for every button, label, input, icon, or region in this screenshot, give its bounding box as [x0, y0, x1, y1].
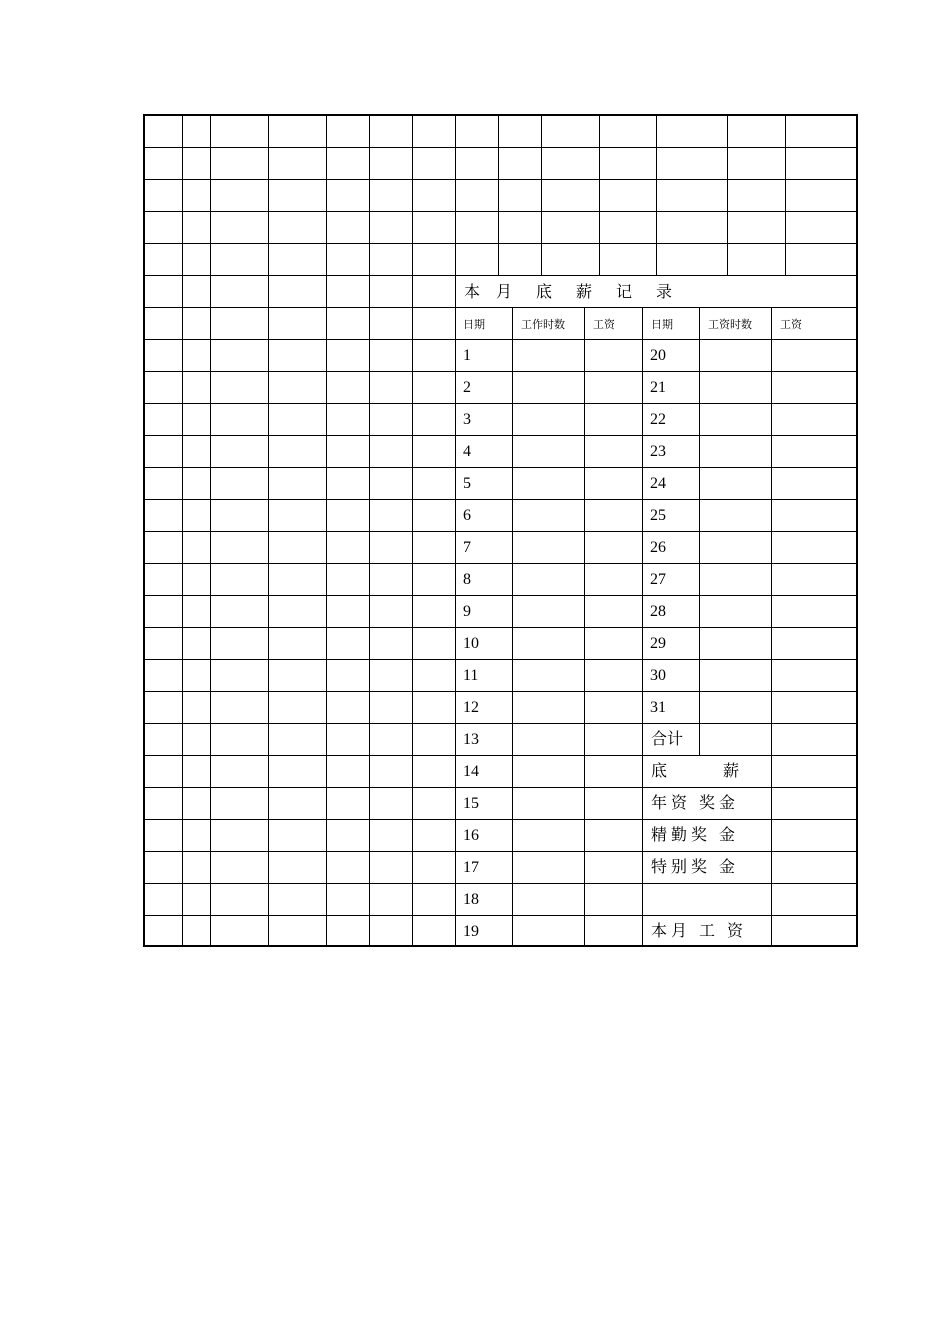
- date-cell: 7: [463, 539, 471, 556]
- row-divider: [144, 595, 857, 596]
- row-divider: [144, 371, 857, 372]
- row-divider: [144, 563, 857, 564]
- date-cell: 14: [463, 763, 479, 780]
- column-divider: [771, 307, 772, 946]
- table-border-bottom: [143, 945, 858, 947]
- summary-label: 底 薪: [651, 763, 740, 780]
- date-cell: 22: [650, 411, 666, 428]
- date-cell: 24: [650, 475, 666, 492]
- column-divider: [268, 115, 269, 946]
- date-cell: 17: [463, 859, 479, 876]
- row-divider: [144, 147, 857, 148]
- row-divider: [144, 915, 857, 916]
- row-divider: [144, 467, 857, 468]
- column-header: 工资时数: [708, 319, 752, 331]
- summary-label: 特 别 奖 金: [651, 859, 736, 876]
- date-cell: 5: [463, 475, 471, 492]
- row-divider: [144, 339, 857, 340]
- date-cell: 6: [463, 507, 471, 524]
- date-cell: 25: [650, 507, 666, 524]
- column-divider: [785, 115, 786, 275]
- date-cell: 30: [650, 667, 666, 684]
- date-cell: 27: [650, 571, 666, 588]
- row-divider: [144, 499, 857, 500]
- date-cell: 19: [463, 923, 479, 940]
- column-header: 工作时数: [521, 319, 565, 331]
- date-cell: 11: [463, 667, 479, 684]
- column-header: 日期: [463, 319, 485, 331]
- date-cell: 12: [463, 699, 479, 716]
- column-divider: [412, 115, 413, 946]
- date-cell: 31: [650, 699, 666, 716]
- row-divider: [144, 659, 857, 660]
- date-cell: 1: [463, 347, 471, 364]
- column-divider: [498, 115, 499, 275]
- row-divider: [144, 211, 857, 212]
- row-divider: [144, 307, 857, 308]
- date-cell: 9: [463, 603, 471, 620]
- column-divider: [182, 115, 183, 946]
- row-divider: [144, 819, 857, 820]
- table-border-top: [143, 114, 858, 116]
- row-divider: [144, 179, 857, 180]
- date-cell: 18: [463, 891, 479, 908]
- row-divider: [144, 435, 857, 436]
- date-cell: 8: [463, 571, 471, 588]
- column-divider: [455, 115, 456, 946]
- column-header: 工资: [593, 319, 615, 331]
- date-cell: 21: [650, 379, 666, 396]
- date-cell: 4: [463, 443, 471, 460]
- date-cell: 29: [650, 635, 666, 652]
- date-cell: 2: [463, 379, 471, 396]
- row-divider: [144, 403, 857, 404]
- column-header: 日期: [651, 319, 673, 331]
- date-cell: 10: [463, 635, 479, 652]
- total-label: 合计: [651, 731, 684, 748]
- column-divider: [642, 307, 643, 946]
- column-divider: [599, 115, 600, 275]
- column-divider: [369, 115, 370, 946]
- summary-label: 精 勤 奖 金: [651, 827, 736, 844]
- column-divider: [326, 115, 327, 946]
- row-divider: [144, 531, 857, 532]
- summary-label: 年 资 奖 金: [651, 795, 736, 812]
- date-cell: 13: [463, 731, 479, 748]
- record-title: 本 月 底 薪 记 录: [464, 284, 673, 301]
- date-cell: 26: [650, 539, 666, 556]
- row-divider: [144, 275, 857, 276]
- column-header: 工资: [780, 319, 802, 331]
- date-cell: 16: [463, 827, 479, 844]
- summary-label: 本 月 工 资: [651, 923, 744, 940]
- column-divider: [541, 115, 542, 275]
- row-divider: [144, 755, 857, 756]
- date-cell: 20: [650, 347, 666, 364]
- column-divider: [584, 307, 585, 946]
- column-divider: [699, 307, 700, 755]
- date-cell: 23: [650, 443, 666, 460]
- row-divider: [144, 883, 857, 884]
- column-divider: [727, 115, 728, 275]
- row-divider: [144, 787, 857, 788]
- column-divider: [512, 307, 513, 946]
- column-divider: [656, 115, 657, 275]
- row-divider: [144, 851, 857, 852]
- row-divider: [144, 723, 857, 724]
- row-divider: [144, 243, 857, 244]
- date-cell: 15: [463, 795, 479, 812]
- column-divider: [210, 115, 211, 946]
- row-divider: [144, 627, 857, 628]
- date-cell: 28: [650, 603, 666, 620]
- row-divider: [144, 691, 857, 692]
- date-cell: 3: [463, 411, 471, 428]
